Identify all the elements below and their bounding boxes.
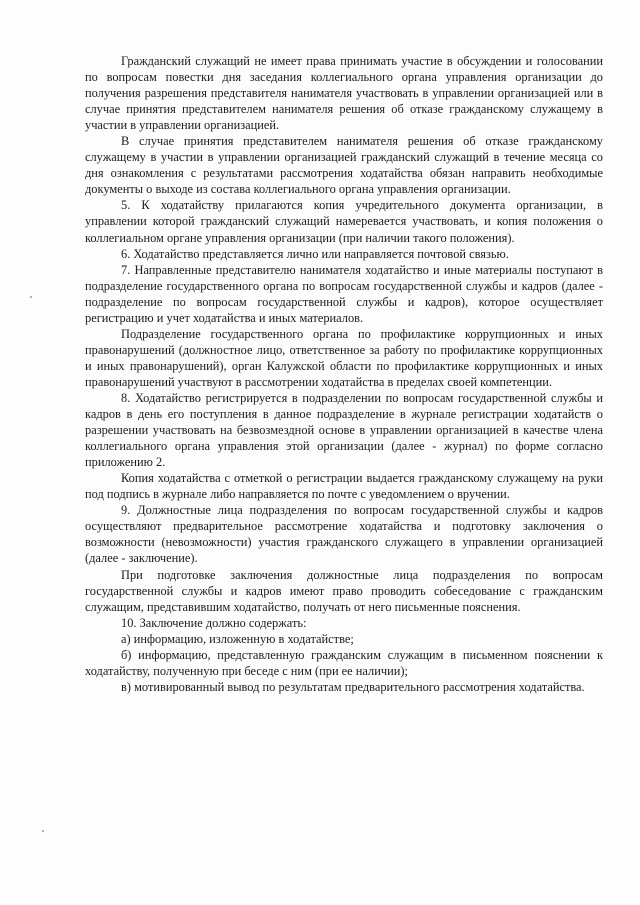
paragraph-item-6: 6. Ходатайство представляется лично или направляется почтовой связью.: [121, 246, 509, 261]
paragraph-item-9: 9. Должностные лица подразделения по вопросам государственной службы и кадров осуществляют предварительное рассмотрение ходатайства и подготовку заключения о возможности (невозможности) участия гражданского служащего в управлении организацией (далее - заключение).: [85, 503, 603, 566]
document-body: [85, 53, 603, 695]
paragraph-refusal-case: В случае принятия представителем нанимателя решения об отказе гражданскому служащему в участии в управлении организацией гражданский служащий в течение месяца со дня ознакомления с результатами рассмотрения ходатайства обязан направить необходимые документы о выходе из состава коллегиального органа управления организации.: [85, 134, 603, 197]
paragraph-anticorruption-unit: Подразделение государственного органа по профилактике коррупционных и иных правонарушений (должностное лицо, ответственное за работу по профилактике коррупционных и иных правонарушений), орган Калужской области по профилактике коррупционных и иных правонарушений участвуют в рассмотрении ходатайства в пределах своей компетенции.: [85, 326, 603, 389]
paragraph-subitem-a: а) информацию, изложенную в ходатайстве;: [121, 631, 354, 646]
paragraph-subitem-b: б) информацию, представленную гражданским служащим в письменном пояснении к ходатайству, полученную при беседе с ним (при ее наличии);: [85, 647, 603, 678]
paragraph-item-5: 5. К ходатайству прилагаются копия учредительного документа организации, в управлении которой гражданский служащий намеревается участвовать, и копия положения о коллегиальном органе управления организации (при наличии такого положения).: [85, 198, 603, 245]
paragraph-subitem-c: в) мотивированный вывод по результатам предварительного рассмотрения ходатайства.: [121, 679, 585, 694]
paragraph-item-8: 8. Ходатайство регистрируется в подразделении по вопросам государственной службы и кадров в день его поступления в данное подразделение в журнале регистрации ходатайств о разрешении участвовать на безвозмездной основе в управлении организацией в качестве члена коллегиального органа управления этой организации (далее - журнал) по форме согласно приложению 2.: [85, 390, 603, 470]
paragraph-item-10: 10. Заключение должно содержать:: [121, 615, 307, 630]
paragraph-interview-right: При подготовке заключения должностные лица подразделения по вопросам государственной службы и кадров имеют право проводить собеседование с гражданским служащим, представившим ходатайство, получать от него письменные пояснения.: [85, 567, 603, 614]
paragraph-copy-of-petition: Копия ходатайства с отметкой о регистрации выдается гражданскому служащему на руки под подпись в журнале либо направляется по почте с уведомлением о вручении.: [85, 471, 603, 502]
paragraph-participation-restriction: Гражданский служащий не имеет права принимать участие в обсуждении и голосовании по вопросам повестки дня заседания коллегиального органа управления организации до получения разрешения представителя нанимателя участвовать в управлении организацией или в случае принятия представителем нанимателя решения об отказе гражданскому служащему в участии в управлении организацией.: [85, 54, 603, 133]
paragraph-item-7: 7. Направленные представителю нанимателя ходатайство и иные материалы поступают в подразделение государственного органа по вопросам государственной службы и кадров (далее - подразделение по вопросам государственной службы и кадров), которое осуществляет регистрацию и учет ходатайства и иных материалов.: [85, 262, 603, 325]
scan-speck: [30, 296, 32, 298]
scan-speck: [42, 830, 44, 832]
